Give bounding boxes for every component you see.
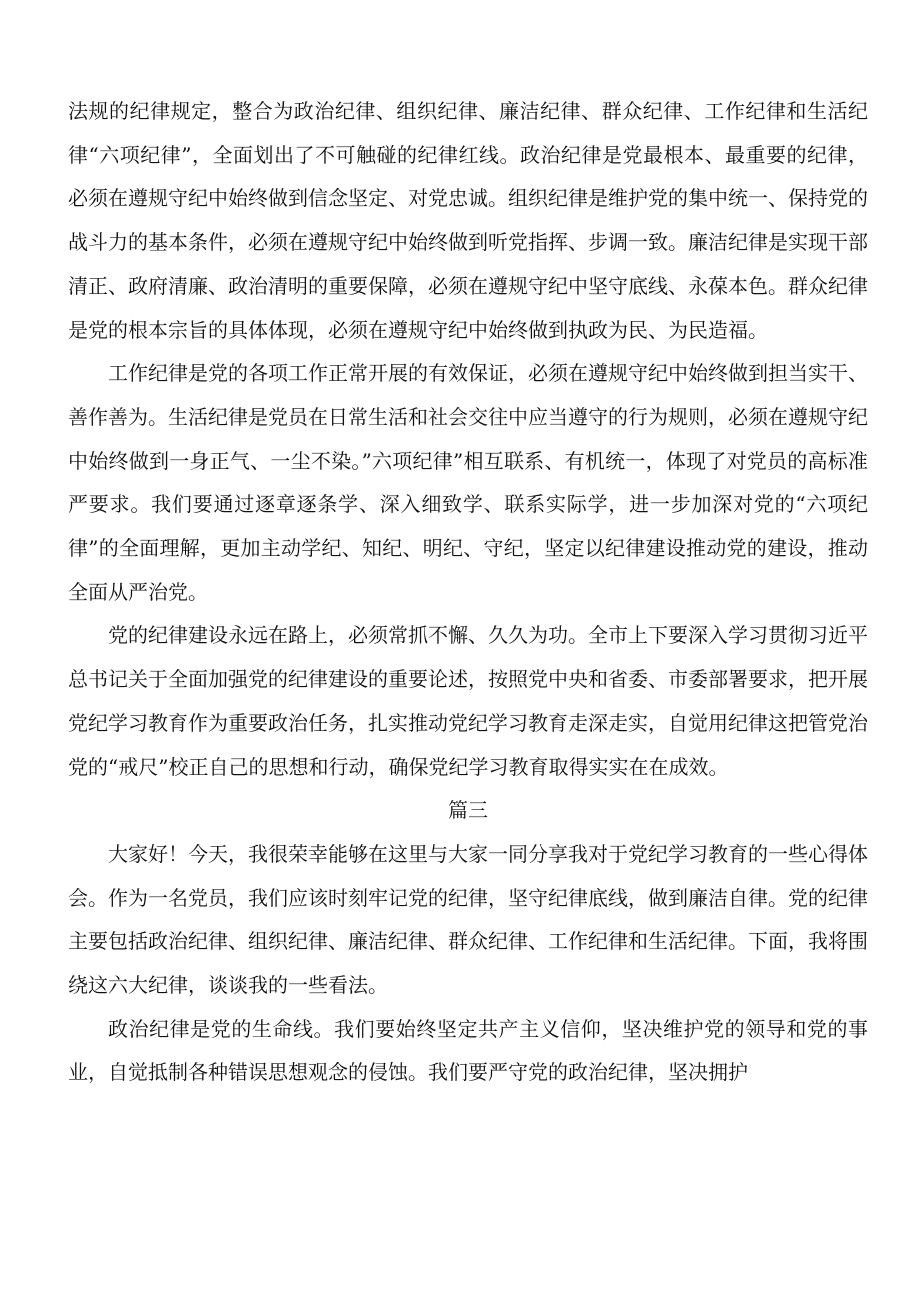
document-body: [68, 90, 868, 1095]
paragraph: 大家好！今天，我很荣幸能够在这里与大家一同分享我对于党纪学习教育的一些心得体会。作为一名党员，我们应该时刻牢记党的纪律，坚守纪律底线，做到廉洁自律。党的纪律主要包括政治纪律、组织纪律、廉洁纪律、群众纪律、工作纪律和生活纪律。下面，我将围绕这六大纪律，谈谈我的一些看法。: [68, 841, 868, 998]
paragraph: 工作纪律是党的各项工作正常开展的有效保证，必须在遵规守纪中始终做到担当实干、善作善为。生活纪律是党员在日常生活和社会交往中应当遵守的行为规则，必须在遵规守纪中始终做到一身正气、一尘不染。”六项纪律”相互联系、有机统一，体现了对党员的高标准严要求。我们要通过逐章逐条学、深入细致学、联系实际学，进一步加深对党的“六项纪律”的全面理解，更加主动学纪、知纪、明纪、守纪，坚定以纪律建设推动党的建设，推动全面从严治党。: [68, 361, 868, 604]
paragraph: 党的纪律建设永远在路上，必须常抓不懈、久久为功。全市上下要深入学习贯彻习近平总书记关于全面加强党的纪律建设的重要论述，按照党中央和省委、市委部署要求，把开展党纪学习教育作为重要政治任务，扎实推动党纪学习教育走深走实，自觉用纪律这把管党治党的“戒尺”校正自己的思想和行动，确保党纪学习教育取得实实在在成效。: [68, 623, 868, 779]
paragraph-continued: 法规的纪律规定，整合为政治纪律、组织纪律、廉洁纪律、群众纪律、工作纪律和生活纪律“六项纪律”，全面划出了不可触碰的纪律红线。政治纪律是党最根本、最重要的纪律，必须在遵规守纪中始终做到信念坚定、对党忠诚。组织纪律是维护党的集中统一、保持党的战斗力的基本条件，必须在遵规守纪中始终做到听党指挥、步调一致。廉洁纪律是实现干部清正、政府清廉、政治清明的重要保障，必须在遵规守纪中坚守底线、永葆本色。群众纪律是党的根本宗旨的具体体现，必须在遵规守纪中始终做到执政为民、为民造福。: [68, 99, 868, 342]
paragraph: 政治纪律是党的生命线。我们要始终坚定共产主义信仰，坚决维护党的领导和党的事业，自觉抵制各种错误思想观念的侵蚀。我们要严守党的政治纪律，坚决拥护: [68, 1016, 868, 1085]
section-title: 篇三: [448, 798, 488, 823]
